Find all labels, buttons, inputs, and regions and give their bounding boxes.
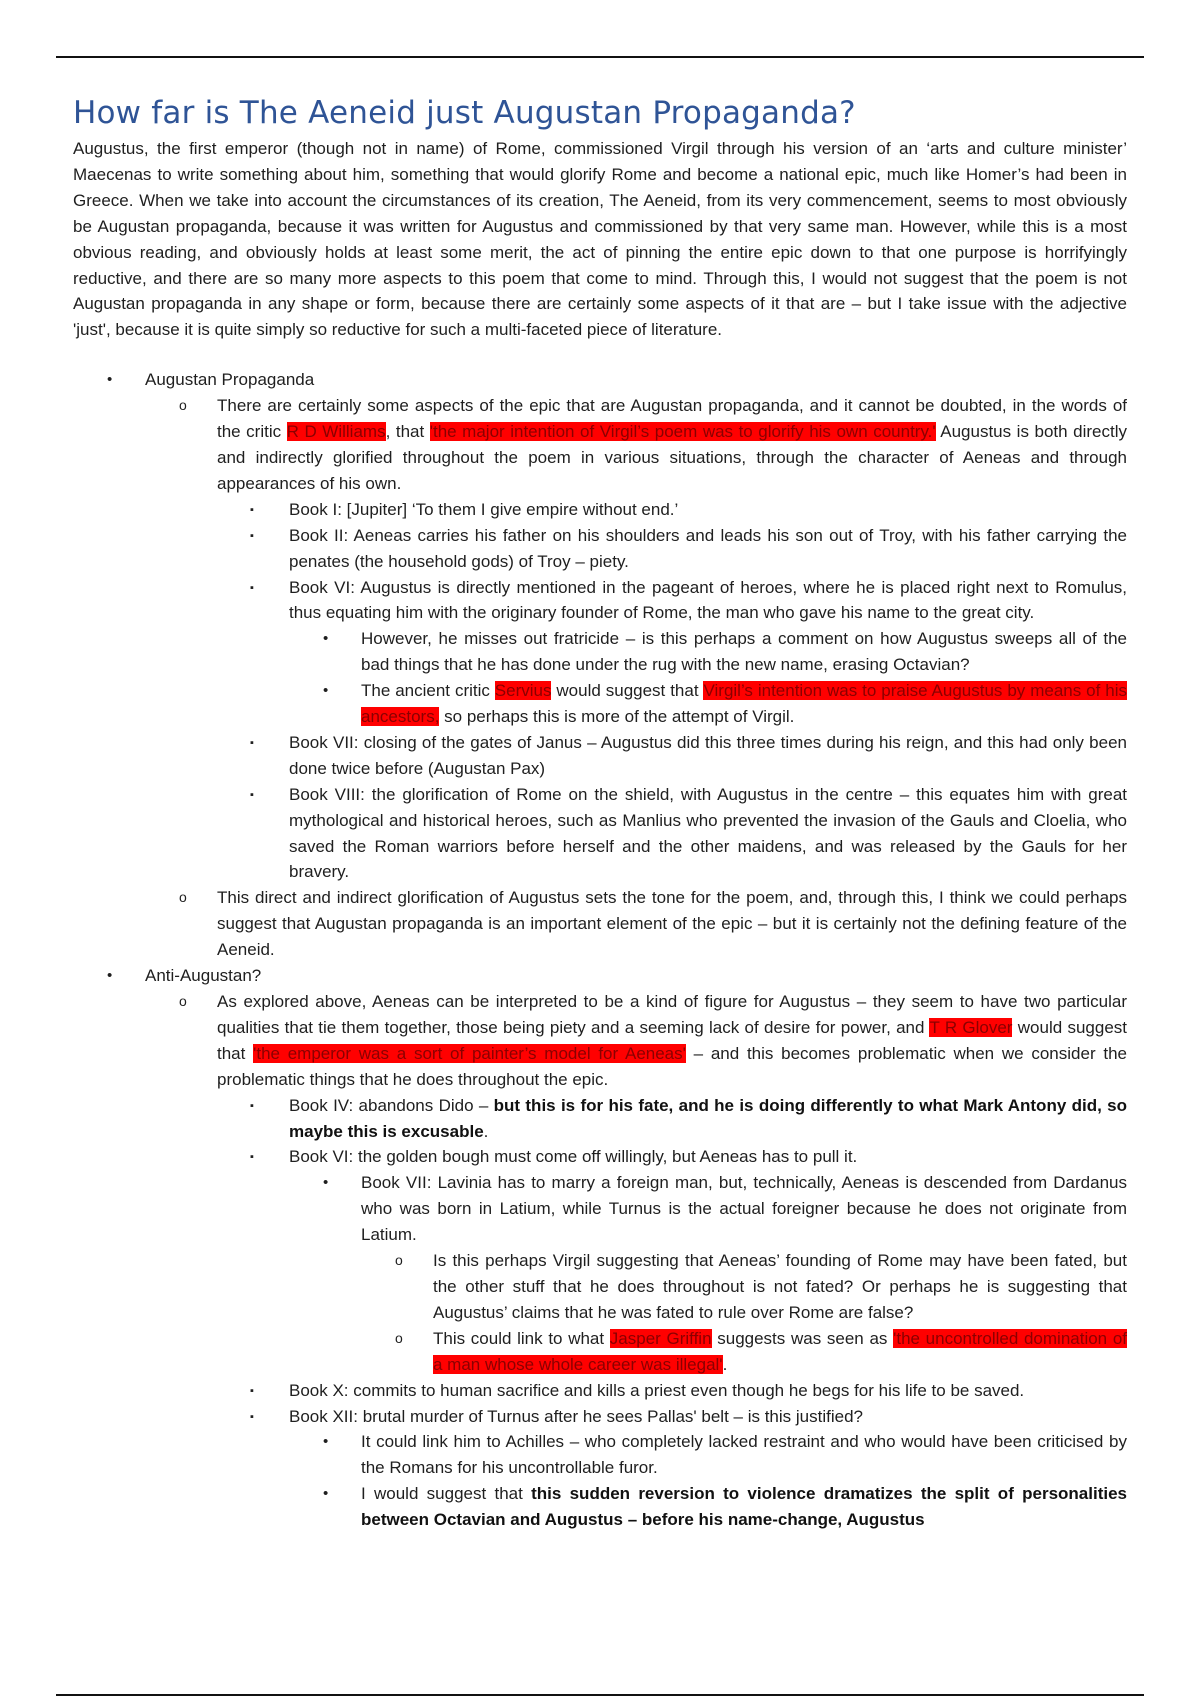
text: Book VI: Augustus is directly mentioned in the pageant of heroes, where he is placed right next to Romulus, thus equating him with the originary founder of Rome, the man who gave his name to the great city. [289, 577, 1127, 623]
text: Book VII: closing of the gates of Janus – Augustus did this three times during his reign, and this had only been done twice before (Augustan Pax) [289, 732, 1127, 778]
list-item [217, 523, 1127, 575]
bullet-circle-icon: o [395, 1329, 403, 1346]
highlight-critic-name: R D Williams [286, 422, 386, 442]
bullet-square-icon: ▪ [250, 503, 254, 516]
list-item [217, 1378, 1127, 1404]
bullet-square-icon: ▪ [250, 1099, 254, 1112]
bullet-circle-icon: o [395, 1252, 403, 1269]
list-item [289, 1170, 1127, 1377]
section-heading: Augustan Propaganda [145, 370, 315, 390]
bottom-rule [56, 1694, 1144, 1696]
bullet-square-icon: ▪ [250, 1151, 254, 1164]
list-item [217, 1093, 1127, 1145]
text: Augustus is both directly and indirectly glorified throughout the poem in various situations, through the character of Aeneas and through appearances of his own. [217, 422, 1127, 493]
sublist [361, 1248, 1127, 1378]
sublist [289, 626, 1127, 730]
bullet-disc-icon: • [323, 630, 329, 648]
bullet-disc-icon: • [107, 371, 113, 389]
highlight-critic-name: Servius [494, 681, 552, 701]
list-item [217, 575, 1127, 730]
sublist [145, 393, 1127, 963]
text: so perhaps this is more of the attempt of Virgil. [439, 707, 795, 727]
text: I would suggest that [361, 1484, 532, 1504]
list-item [289, 626, 1127, 678]
bullet-circle-icon: o [179, 889, 187, 906]
bullet-square-icon: ▪ [250, 1384, 254, 1397]
top-rule [56, 56, 1144, 58]
list-item [145, 885, 1127, 963]
list-item [217, 730, 1127, 782]
sublist [217, 1093, 1127, 1533]
text: . [483, 1121, 489, 1141]
outline-list [73, 367, 1127, 1533]
list-item [217, 497, 1127, 523]
section-augustan-propaganda [73, 367, 1127, 963]
bullet-disc-icon: • [323, 1433, 329, 1451]
sublist [289, 1170, 1127, 1377]
highlight-quote: 'the uncontrolled domination of a man whose whole career was illegal' [433, 1328, 1128, 1374]
text: Book XII: brutal murder of Turnus after he sees Pallas' belt – is this justified? [289, 1406, 863, 1426]
text: There are certainly some aspects of the epic that are Augustan propaganda, and it cannot be doubted, in the words of the critic [217, 396, 1127, 442]
highlight-quote: Virgil’s intention was to praise Augustus by means of his ancestors, [361, 681, 1127, 727]
list-item [361, 1248, 1127, 1326]
highlight-critic-name: Jasper Griffin [609, 1328, 712, 1348]
sublist [145, 989, 1127, 1533]
text: Book X: commits to human sacrifice and kills a priest even though he begs for his life to be saved. [289, 1380, 1025, 1400]
text: This direct and indirect glorification of Augustus sets the tone for the poem, and, through this, I think we could perhaps suggest that Augustan propaganda is an important element of the epic – but it is certainly not the defining feature of the Aeneid. [217, 888, 1127, 960]
document-page [73, 94, 1127, 1533]
text: suggests was seen as [711, 1328, 894, 1348]
text: Book VII: Lavinia has to marry a foreign man, but, technically, Aeneas is descended from Dardanus who was born in Latium, while Turnus is the actual foreigner because he does not originate from Latium. [361, 1173, 1127, 1245]
text: As explored above, Aeneas can be interpreted to be a kind of figure for Augustus – they seem to have two particular qualities that tie them together, those being piety and a seeming lack of desire for power, and [217, 992, 1127, 1037]
list-item [217, 1144, 1127, 1377]
bold-text: but this is for his fate, and he is doing differently to what Mark Antony did, so maybe this is excusable [289, 1095, 1127, 1141]
sublist [217, 497, 1127, 886]
highlight-quote: 'the emperor was a sort of painter’s model for Aeneas' [253, 1043, 686, 1063]
text: Book VI: the golden bough must come off willingly, but Aeneas has to pull it. [289, 1147, 858, 1167]
list-item [217, 782, 1127, 886]
bullet-disc-icon: • [323, 1174, 329, 1192]
text: The ancient critic [361, 681, 495, 701]
list-item [217, 1404, 1127, 1534]
list-item [289, 678, 1127, 730]
list-item [289, 1481, 1127, 1533]
text: would suggest that [551, 681, 704, 701]
bullet-square-icon: ▪ [250, 529, 254, 542]
list-item [145, 393, 1127, 885]
bold-text: this sudden reversion to violence dramatizes the split of personalities between Octavian and Augustus – before his name-change, Augustus [361, 1484, 1127, 1530]
page-title: How far is The Aeneid just Augustan Propaganda? [73, 95, 856, 131]
bullet-square-icon: ▪ [250, 1410, 254, 1423]
bullet-circle-icon: o [179, 993, 187, 1009]
bullet-square-icon: ▪ [250, 788, 254, 801]
bullet-circle-icon: o [179, 397, 187, 414]
text: . [722, 1354, 728, 1374]
bullet-square-icon: ▪ [250, 581, 254, 594]
text: Is this perhaps Virgil suggesting that Aeneas’ founding of Rome may have been fated, but the other stuff that he does throughout is not fated? Or perhaps he is suggesting that Augustus’ claims that he was fated to rule over Rome are false? [433, 1251, 1127, 1322]
bullet-disc-icon: • [323, 1485, 329, 1503]
highlight-critic-name: T R Glover [929, 1017, 1013, 1037]
text: , that [385, 422, 430, 442]
text: – and this becomes problematic when we consider the problematic things that he does throughout the epic. [217, 1043, 1127, 1089]
highlight-quote: 'the major intention of Virgil’s poem was to glorify his own country.' [429, 422, 936, 442]
text: However, he misses out fratricide – is this perhaps a comment on how Augustus sweeps all of the bad things that he has done under the rug with the new name, erasing Octavian? [361, 629, 1127, 675]
text: Book II: Aeneas carries his father on his shoulders and leads his son out of Troy, with his father carrying the penates (the household gods) of Troy – piety. [289, 525, 1127, 571]
list-item [289, 1429, 1127, 1481]
bullet-disc-icon: • [107, 967, 113, 985]
intro-paragraph: Augustus, the first emperor (though not in name) of Rome, commissioned Virgil through his version of an ‘arts and culture minister’ Maecenas to write something about him, something that would glorify Rome and become a national epic, much like Homer’s had been in Greece. When we take into account the circumstances of its creation, The Aeneid, from its very commencement, seems to most obviously be Augustan propaganda, because it was written for Augustus and commissioned by that very same man. However, while this is a most obvious reading, and obviously holds at least some merit, the act of pinning the entire epic down to that one purpose is horrifyingly reductive, and there are so many more aspects to this poem that come to mind. Through this, I would not suggest that the poem is not Augustan propaganda in any shape or form, because there are certainly some aspects of it that are – but I take issue with the adjective 'just', because it is quite simply so reductive for such a multi-faceted piece of literature. [73, 139, 1127, 340]
text: would suggest that [217, 1017, 1128, 1063]
list-item [145, 989, 1127, 1533]
list-item [361, 1326, 1127, 1378]
bullet-disc-icon: • [323, 682, 329, 700]
section-anti-augustan [73, 963, 1127, 1533]
text: Book I: [Jupiter] ‘To them I give empire without end.’ [289, 499, 679, 519]
text: Book IV: abandons Dido – [289, 1095, 494, 1115]
text: It could link him to Achilles – who completely lacked restraint and who would have been criticised by the Romans for his uncontrollable furor. [361, 1432, 1127, 1478]
text: This could link to what [433, 1328, 610, 1348]
bullet-square-icon: ▪ [250, 736, 254, 749]
text: Book VIII: the glorification of Rome on the shield, with Augustus in the centre – this equates him with great mythological and historical heroes, such as Manlius who prevented the invasion of the Gauls and Cloelia, who saved the Roman warriors before herself and the other maidens, and was released by the Gauls for her bravery. [289, 784, 1127, 882]
section-heading: Anti-Augustan? [145, 966, 262, 986]
sublist [289, 1429, 1127, 1533]
